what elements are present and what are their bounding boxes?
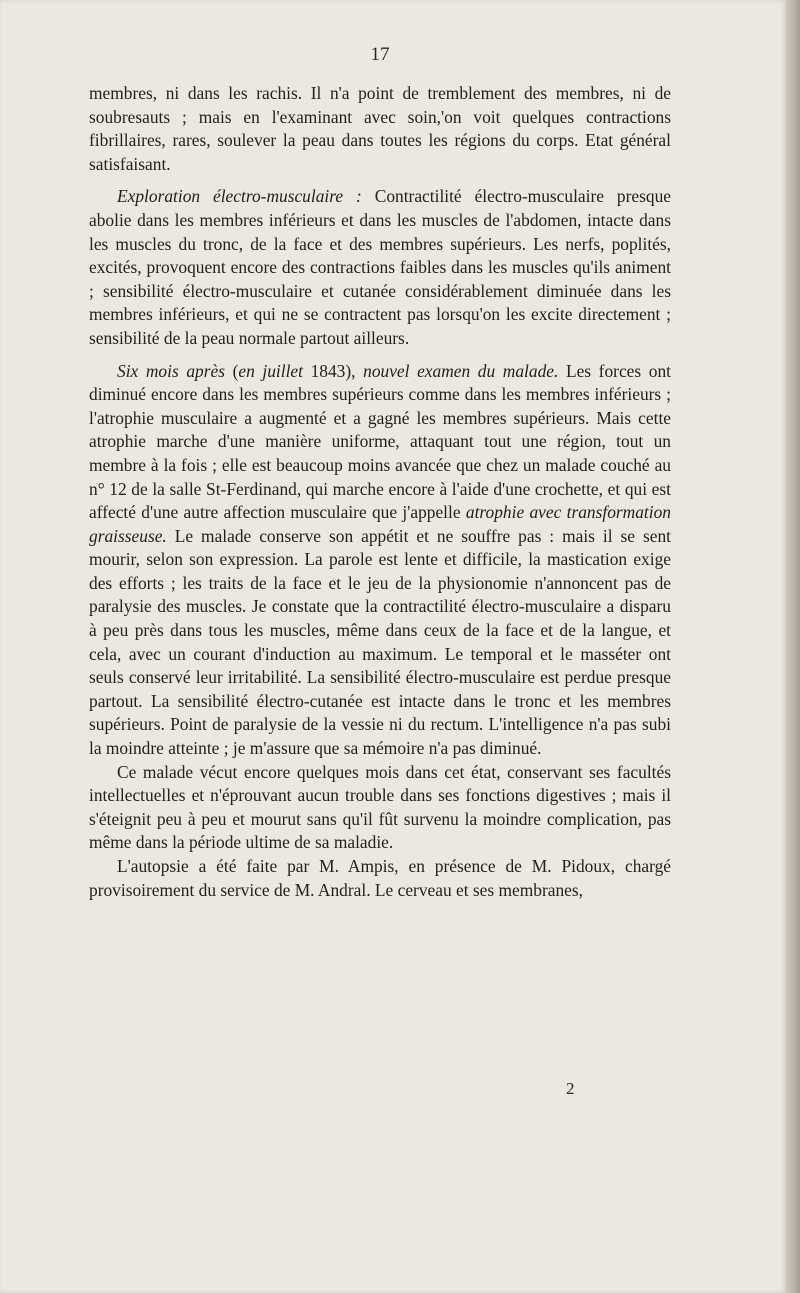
page-number: 17	[370, 44, 390, 65]
paragraph-3-text-b: 1843),	[302, 360, 364, 381]
paragraph-5-text: L'autopsie a été faite par M. Ampis, en présence de M. Pidoux, chargé provisoirement du service de M. Andral. Le cerveau et ses membranes,	[89, 856, 671, 900]
paragraph-4	[89, 761, 671, 855]
signature-mark: 2	[566, 1079, 575, 1098]
paragraph-3-date: en juillet	[238, 360, 303, 381]
paragraph-2	[89, 185, 671, 350]
paragraph-3-term: atrophie avec transformation graisseuse.	[89, 502, 671, 546]
paragraph-2-text: Contractilité électro-musculaire presque abolie dans les membres inférieurs et dans les muscles de l'abdomen, intacte dans les muscles du tronc, de la face et des membres supérieurs. Les nerfs, poplités, excités, provoquent encore des contractions faibles dans les muscles qu'ils animent ; sensibilité électro-musculaire et cutanée considérablement diminuée dans les membres inférieurs, et qui ne se contractent pas lorsqu'on les excite directement ; sensibilité de la peau normale partout ailleurs.	[89, 186, 671, 348]
paragraph-5	[89, 855, 671, 902]
paragraph-3-text-c: Les forces ont diminué encore dans les membres supérieurs comme dans les membres inférieurs ; l'atrophie musculaire a augmenté et a gagné les membres supérieurs. Mais cette atrophie marche d'une manière uniforme, attaquant tout une région, tout un membre à la fois ; elle est beaucoup moins avancée que chez un malade couché au n° 12 de la salle St-Ferdinand, qui marche encore à l'aide d'une crochette, et qui est affecté d'une autre affection musculaire que j'appelle	[89, 360, 671, 523]
paragraph-1	[89, 82, 671, 176]
paragraph-4-text: Ce malade vécut encore quelques mois dans cet état, conservant ses facultés intellectuelles et n'éprouvant aucun trouble dans ses fonctions digestives ; mais il s'éteignit peu à peu et mourut sans qu'il fût survenu la moindre complication, pas même dans la période ultime de sa maladie.	[89, 761, 671, 853]
paragraph-3-text-a: (	[224, 360, 239, 381]
paragraph-2-heading: Exploration électro-musculaire :	[117, 186, 362, 207]
page-edge	[786, 0, 800, 1293]
paragraph-1-text: membres, ni dans les rachis. Il n'a point de tremblement des membres, ni de soubresauts ; mais en l'examinant avec soin,'on voit quelques contractions fibrillaires, rares, soulever la peau dans toutes les régions du corps. Etat général satisfaisant.	[89, 83, 671, 174]
paragraph-3-subheading: nouvel examen du malade.	[363, 360, 559, 381]
paragraph-3	[89, 360, 671, 761]
paragraph-3-text-d: Le malade conserve son appétit et ne souffre pas : mais il se sent mourir, selon son expression. La parole est lente et difficile, la mastication exige des efforts ; les traits de la face et le jeu de la physionomie n'annoncent pas de paralysie des muscles. Je constate que la contractilité électro-musculaire a disparu à peu près dans tous les muscles, même dans ceux de la face et de la langue, et cela, avec un courant d'induction au maximum. Le temporal et le masséter ont seuls conservé leur irritabilité. La sensibilité électro-musculaire est perdue presque partout. La sensibilité électro-cutanée est intacte dans le tronc et les membres supérieurs. Point de paralysie de la vessie ni du rectum. L'intelligence n'a pas subi la moindre atteinte ; je m'assure que sa mémoire n'a pas diminué.	[89, 525, 671, 759]
paragraph-3-heading: Six mois après	[117, 360, 225, 381]
body-text	[89, 82, 671, 902]
